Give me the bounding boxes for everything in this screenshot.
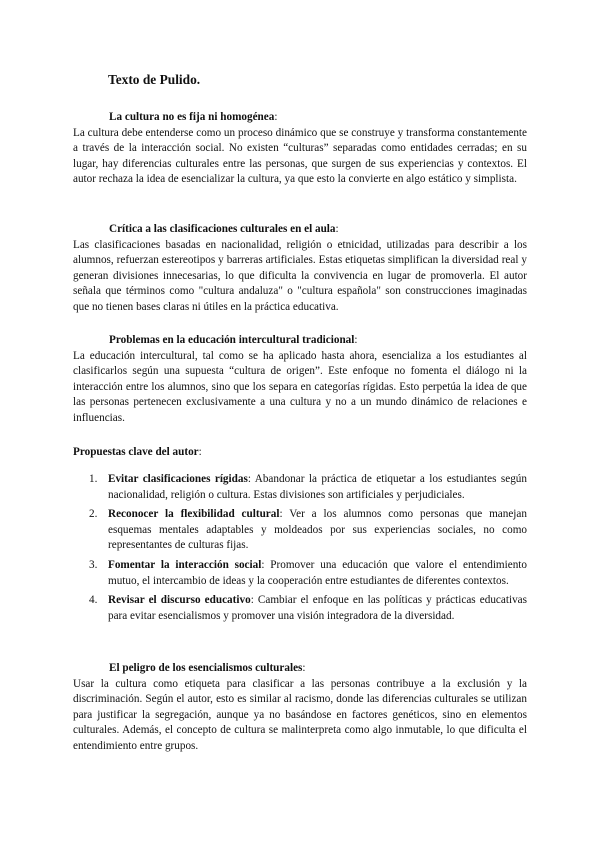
heading-text: Propuestas clave del autor (73, 446, 199, 458)
heading-colon: : (354, 334, 358, 346)
section-problemas-educacion (73, 333, 527, 427)
list-item-text: Cambiar el enfoque en las políticas y prácticas educativas para evitar esencialismos y promover una visión integradora de la diversidad. (108, 594, 527, 622)
section-critica-clasificaciones (73, 222, 527, 316)
list-item-label: Evitar clasificaciones rígidas (108, 473, 248, 485)
list-item-text: Ver a los alumnos como personas que manejan esquemas mentales adaptables y moldeados por sus experiencias sociales, no como representantes de culturas fijas. (108, 508, 527, 552)
list-item-text: Promover una educación que valore el entendimiento mutuo, el intercambio de ideas y la cooperación entre estudiantes de diferentes contextos. (108, 558, 527, 587)
list-item-label: Reconocer la flexibilidad cultural (108, 508, 280, 521)
list-number: 4. (89, 594, 98, 607)
list-item (89, 593, 527, 624)
list-item-label: Revisar el discurso educativo (108, 594, 251, 607)
heading-colon: : (335, 223, 339, 235)
section-heading (73, 222, 527, 238)
list-item-label: Fomentar la interacción social (108, 558, 262, 571)
list-number: 3. (89, 558, 98, 571)
heading-text: Problemas en la educación intercultural tradicional (109, 334, 355, 346)
heading-colon: : (198, 446, 202, 458)
proposals-section (73, 445, 527, 461)
proposals-list (89, 472, 527, 628)
section-heading (73, 110, 527, 126)
heading-text: Crítica a las clasificaciones culturales en el aula (109, 223, 336, 235)
list-item (89, 558, 527, 589)
list-item-text: Abandonar la práctica de etiquetar a los estudiantes según nacionalidad, religión o cultura. Estas divisiones son artificiales y perjudiciales. (108, 473, 527, 501)
list-item-colon: : (261, 558, 265, 571)
section-heading (73, 661, 527, 677)
heading-text: El peligro de los esencialismos culturales (109, 662, 303, 674)
list-number: 2. (89, 508, 98, 521)
section-body: Las clasificaciones basadas en nacionalidad, religión o etnicidad, utilizadas para describir a los alumnos, refuerzan estereotipos y barreras artificiales. Estas etiquetas simplifican la diversidad real y generan divisiones innecesarias, lo que dificulta la convivencia en lugar de promoverla. El autor señala que términos como "cultura andaluza" o "cultura española" son construcciones imaginadas que no tienen bases claras ni útiles en la práctica educativa. (73, 238, 527, 313)
heading-text: La cultura no es fija ni homogénea (109, 111, 275, 123)
list-item-colon: : (279, 508, 283, 521)
section-peligro-esencialismos (73, 661, 527, 755)
heading-colon: : (302, 662, 306, 674)
section-heading (73, 333, 527, 349)
section-body: La educación intercultural, tal como se ha aplicado hasta ahora, esencializa a los estudiantes al clasificarlos según una supuesta “cultura de origen”. Este enfoque no fomenta el diálogo ni la interacción entre los alumnos, sino que los separa en categorías rígidas. Esto perpetúa la idea de que las personas pertenecen exclusivamente a una cultura y no a un mundo dinámico de relaciones e influencias. (73, 349, 527, 424)
heading-colon: : (274, 111, 278, 123)
list-item-colon: : (247, 473, 251, 485)
list-item (89, 507, 527, 554)
list-number: 1. (89, 473, 98, 485)
section-cultura-no-fija (73, 110, 527, 188)
section-heading (73, 445, 527, 461)
section-body: La cultura debe entenderse como un proceso dinámico que se construye y transforma constantemente a través de la interacción social. No existen “culturas” separadas como entidades cerradas; en su lugar, hay diferencias culturales entre las personas, que surgen de sus experiencias y contextos. El autor rechaza la idea de esencializar la cultura, ya que esto la convierte en algo estático y simplista. (73, 126, 527, 186)
list-item-colon: : (250, 594, 254, 607)
section-body: Usar la cultura como etiqueta para clasificar a las personas contribuye a la exclusión y la discriminación. Según el autor, esto es similar al racismo, donde las diferencias culturales se utilizan para justificar la segregación, aunque ya no basándose en factores genéticos, sino en elementos culturales. Además, el concepto de cultura se malinterpreta como algo inmutable, lo que dificulta el entendimiento entre grupos. (73, 677, 527, 752)
document-title: Texto de Pulido. (108, 72, 201, 87)
list-item (89, 472, 527, 503)
